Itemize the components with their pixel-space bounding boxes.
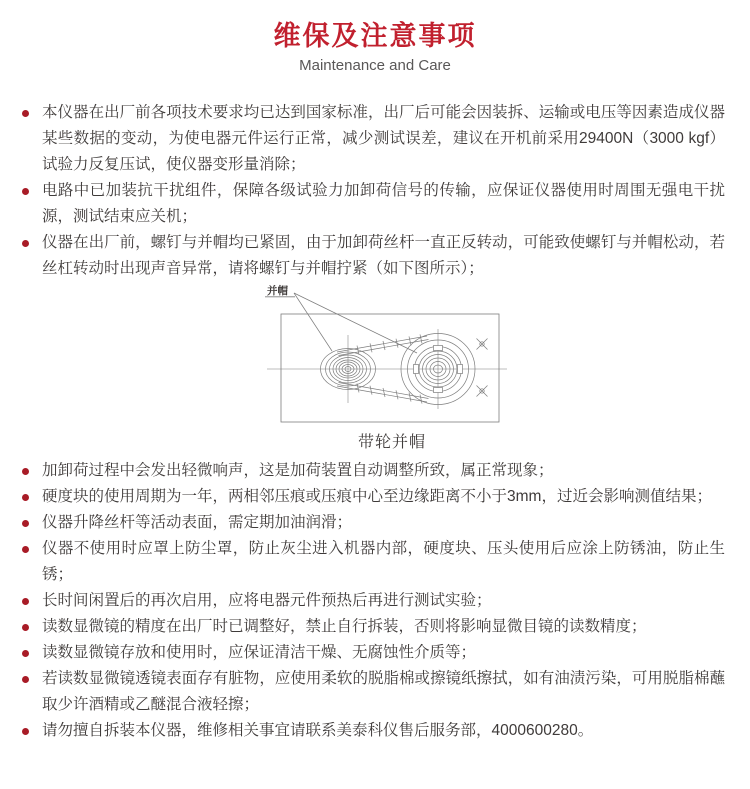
- note-item: 硬度块的使用周期为一年，两相邻压痕或压痕中心至边缘距离不小于3mm，过近会影响测值结果；: [0, 484, 725, 510]
- note-item: 仪器在出厂前，螺钉与并帽均已紧固，由于加卸荷丝杆一直正反转动，可能致使螺钉与并帽松动，若丝杠转动时出现声音异常，请将螺钉与并帽拧紧（如下图所示）；: [0, 230, 725, 282]
- screw-cross-marks: [477, 339, 488, 397]
- note-item: 读数显微镜存放和使用时，应保证清洁干燥、无腐蚀性介质等；: [0, 640, 725, 666]
- leader-lines: [294, 293, 417, 353]
- page-title: 维保及注意事项: [273, 21, 477, 51]
- note-item: 请勿擅自拆装本仪器，维修相关事宜请联系美泰科仪售后服务部，4000600280。: [0, 718, 725, 744]
- note-item: 读数显微镜的精度在出厂时已调整好，禁止自行拆装，否则将影响显微目镜的读数精度；: [0, 614, 725, 640]
- figure-frame: [281, 314, 499, 422]
- notes-list-bottom: [0, 458, 750, 744]
- note-item: 仪器不使用时应罩上防尘罩，防止灰尘进入机器内部，硬度块、压头使用后应涂上防锈油，防止生锈；: [0, 536, 725, 588]
- center-lines: [267, 329, 507, 409]
- note-item: 本仪器在出厂前各项技术要求均已达到国家标准，出厂后可能会因装拆、运输或电压等因素造成仪器某些数据的变动，为使电器元件运行正常，减少测试误差，建议在开机前采用29400N（3000 kgf）试验力反复压试，使仪器变形量消除；: [0, 100, 725, 178]
- note-item: 长时间闲置后的再次启用，应将电器元件预热后再进行测试实验；: [0, 588, 725, 614]
- cap-nut-label: 并帽: [267, 285, 288, 297]
- page-subtitle: Maintenance and Care: [299, 57, 451, 74]
- note-item: 电路中已加装抗干扰组件，保障各级试验力加卸荷信号的传输，应保证仪器使用时周围无强电干扰源，测试结束应关机；: [0, 178, 725, 230]
- notes-list-top: [0, 100, 750, 282]
- note-item: 若读数显微镜透镜表面存有脏物，应使用柔软的脱脂棉或擦镜纸擦拭，如有油渍污染，可用脱脂棉蘸取少许酒精或乙醚混合液轻擦；: [0, 666, 725, 718]
- note-item: 仪器升降丝杆等活动表面，需定期加油润滑；: [0, 510, 725, 536]
- belt-pulley-figure: [0, 282, 750, 451]
- belt-pulley-drawing: [230, 282, 520, 432]
- note-item: 加卸荷过程中会发出轻微响声，这是加荷装置自动调整所致，属正常现象；: [0, 458, 725, 484]
- figure-caption: 带轮并帽: [358, 434, 427, 451]
